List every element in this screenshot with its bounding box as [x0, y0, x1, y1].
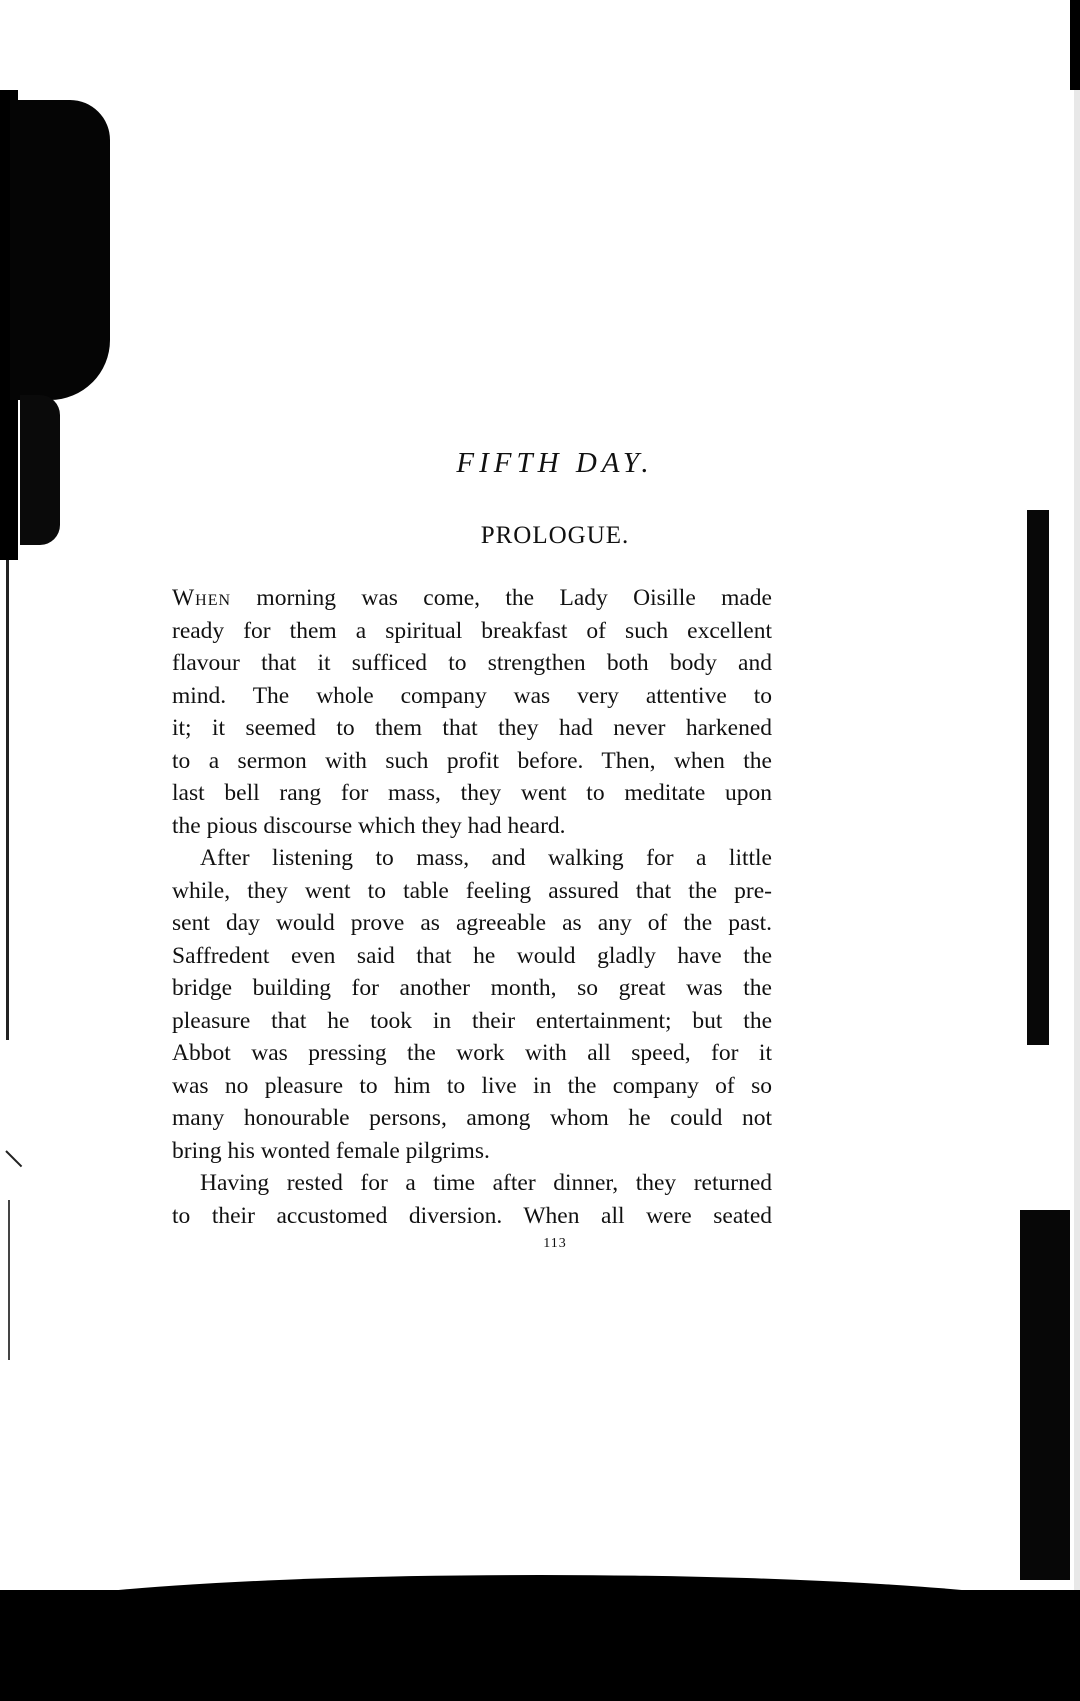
text-line: [172, 810, 772, 843]
text-line: [172, 777, 772, 810]
text-line: [172, 680, 772, 713]
text-line-content: ready for them a spiritual breakfast of such excellent: [172, 617, 772, 644]
scan-bottom-band: [0, 1590, 1080, 1701]
scan-edge-right-strip: [1074, 90, 1080, 1590]
text-line-content: mind. The whole company was very attentive to: [172, 682, 772, 709]
text-line-content: the pious discourse which they had heard.: [172, 812, 566, 839]
text-line: [172, 972, 772, 1005]
body-text: [172, 582, 772, 1232]
text-line-content: last bell rang for mass, they went to meditate upon: [172, 780, 772, 806]
text-line-content: morning was come, the Lady Oisille made: [231, 585, 772, 611]
opening-word: When: [172, 585, 232, 611]
text-line-content: bridge building for another month, so great was the: [172, 975, 772, 1001]
text-line: [172, 712, 772, 745]
text-line-content: flavour that it sufficed to strengthen both body and: [172, 650, 772, 676]
text-line: [172, 1070, 772, 1103]
chapter-heading: FIFTH DAY.: [456, 447, 654, 479]
text-line: [172, 1102, 772, 1135]
text-line: [172, 582, 772, 615]
text-line: [172, 1037, 772, 1070]
scan-blot-left: [10, 100, 110, 400]
text-line: [172, 907, 772, 940]
text-line: [172, 875, 772, 908]
text-line: [172, 745, 772, 778]
text-line: [172, 615, 772, 648]
text-line: [172, 1005, 772, 1038]
scan-hook-left: [5, 1150, 22, 1167]
scan-edge-right-top: [1070, 0, 1080, 90]
text-line-content: was no pleasure to him to live in the company of so: [172, 1072, 772, 1099]
scan-line-left-lower: [8, 1200, 10, 1360]
text-line: [172, 1135, 772, 1168]
scan-line-left: [6, 560, 9, 1040]
text-line-content: many honourable persons, among whom he could not: [172, 1105, 772, 1131]
text-line-content: Having rested for a time after dinner, they returned: [200, 1170, 772, 1196]
text-line-content: pleasure that he took in their entertainment; but the: [172, 1007, 772, 1034]
text-line: [172, 842, 772, 875]
section-heading: PROLOGUE.: [480, 522, 630, 549]
text-line: [172, 940, 772, 973]
text-line-content: sent day would prove as agreeable as any of the past.: [172, 910, 772, 936]
text-line-content: while, they went to table feeling assured that the pre-: [172, 877, 772, 904]
scan-bar-right-upper: [1027, 510, 1049, 1045]
text-line: [172, 1200, 772, 1233]
text-line-content: Abbot was pressing the work with all speed, for it: [172, 1040, 772, 1066]
text-line: [172, 647, 772, 680]
text-line-content: After listening to mass, and walking for a little: [200, 845, 772, 871]
scan-bar-right-lower: [1020, 1210, 1070, 1580]
text-line-content: to a sermon with such profit before. Then, when the: [172, 747, 772, 774]
text-line-content: to their accustomed diversion. When all were seated: [172, 1202, 772, 1229]
text-line-content: Saffredent even said that he would gladly have the: [172, 942, 772, 969]
text-line-content: bring his wonted female pilgrims.: [172, 1137, 490, 1164]
page-number: 113: [543, 1236, 567, 1251]
text-line: [172, 1167, 772, 1200]
text-line-content: it; it seemed to them that they had never harkened: [172, 715, 772, 741]
